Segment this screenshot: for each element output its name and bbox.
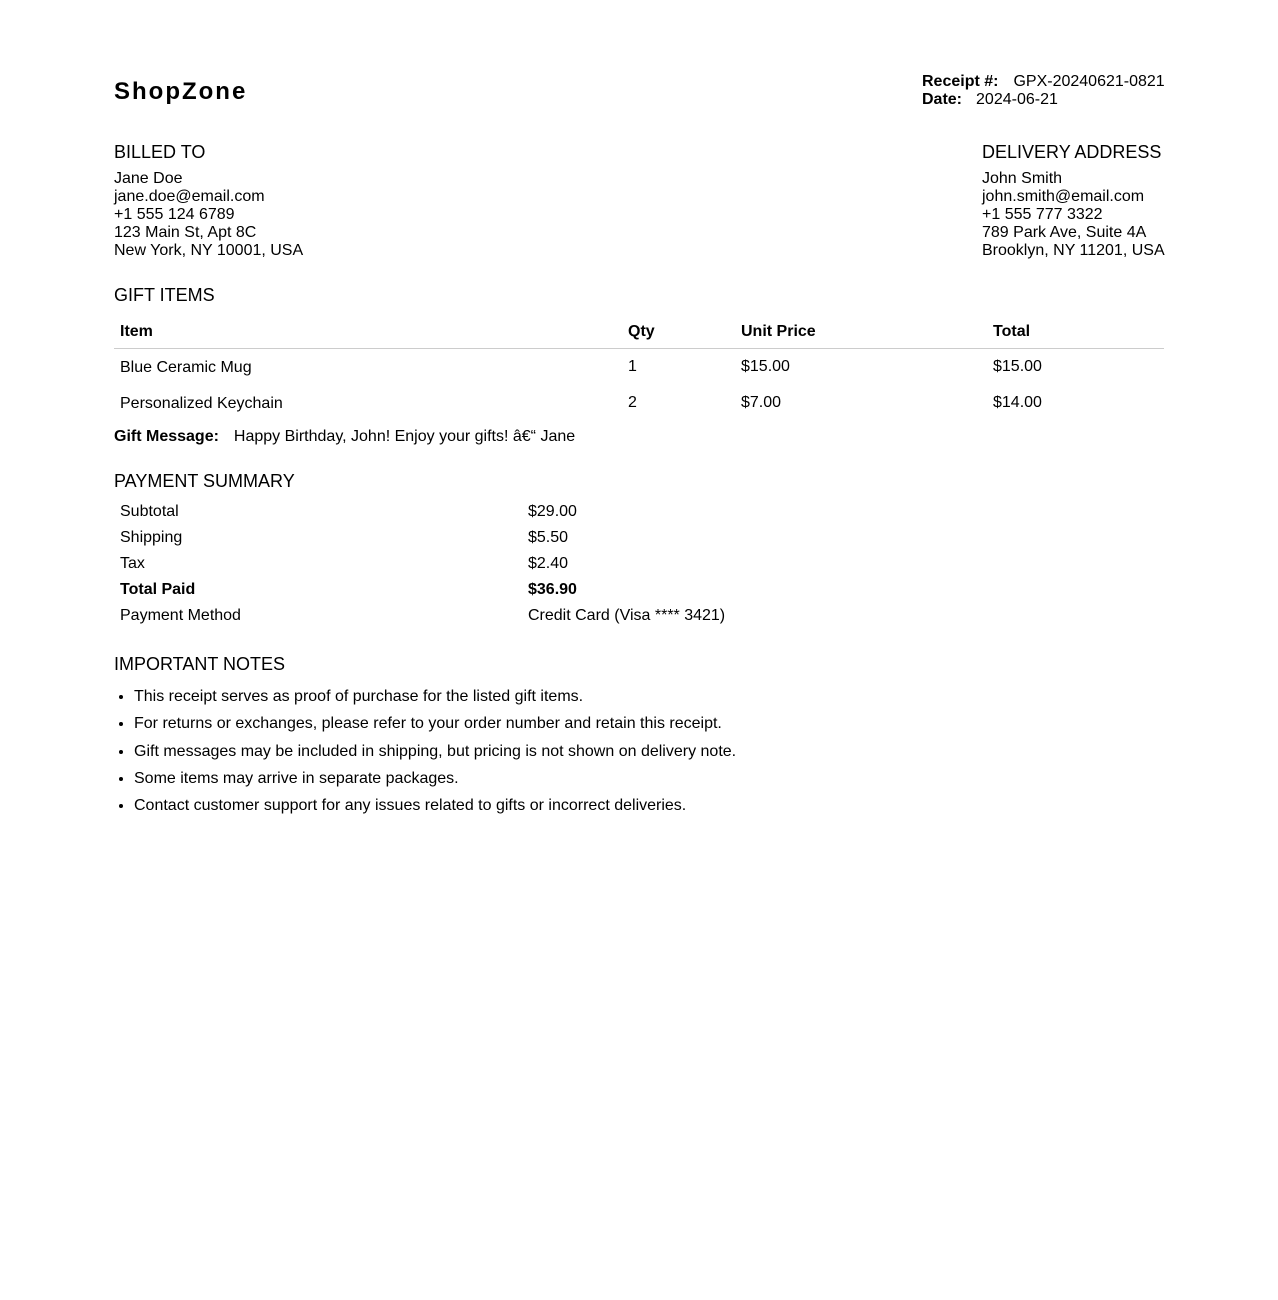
billed-to-email: jane.doe@email.com: [114, 188, 265, 205]
payment-label: Payment Method: [120, 607, 241, 624]
payment-row-subtotal: [114, 499, 731, 525]
column-header-qty: Qty: [622, 316, 735, 349]
item-total: $14.00: [993, 394, 1042, 411]
table-row: [114, 385, 1164, 421]
important-notes-list: [114, 683, 1034, 819]
billed-to-address: [114, 170, 303, 260]
payment-value: $29.00: [528, 503, 577, 520]
gift-message: [114, 428, 575, 446]
item-unit-price: $15.00: [741, 358, 790, 375]
item-unit-price: $7.00: [741, 394, 782, 411]
receipt-meta: [922, 73, 1165, 109]
payment-row-total-paid: [114, 577, 731, 603]
delivery-street: 789 Park Ave, Suite 4A: [982, 224, 1147, 241]
payment-summary-heading: PAYMENT SUMMARY: [114, 471, 295, 491]
delivery-phone: +1 555 777 3322: [982, 206, 1103, 223]
receipt-date-row: [922, 91, 1165, 109]
receipt-number: GPX-20240621-0821: [1013, 73, 1165, 90]
column-header-unit-price: Unit Price: [735, 316, 987, 349]
delivery-email: john.smith@email.com: [982, 188, 1145, 205]
payment-row-method: [114, 603, 731, 629]
payment-label: Total Paid: [120, 581, 196, 598]
payment-label: Shipping: [120, 529, 183, 546]
list-item: • Some items may arrive in separate packages.: [134, 765, 1034, 792]
payment-value: $5.50: [528, 529, 569, 546]
gift-message-label: Gift Message:: [114, 428, 219, 445]
receipt-date: 2024-06-21: [976, 91, 1058, 108]
delivery-city: Brooklyn, NY 11201, USA: [982, 242, 1165, 259]
billed-to-city: New York, NY 10001, USA: [114, 242, 304, 259]
delivery-address: [982, 170, 1165, 260]
delivery-heading: DELIVERY ADDRESS: [982, 142, 1162, 162]
billed-to-name: Jane Doe: [114, 170, 183, 187]
billed-to-phone: +1 555 124 6789: [114, 206, 235, 223]
payment-summary-table: [114, 499, 731, 629]
gift-message-text: Happy Birthday, John! Enjoy your gifts! â€“ Jane: [233, 428, 576, 445]
table-header-row: [114, 316, 1164, 349]
column-header-total: Total: [987, 316, 1164, 349]
payment-value: $2.40: [528, 555, 569, 572]
list-item: • Contact customer support for any issues related to gifts or incorrect deliveries.: [134, 792, 1034, 819]
column-header-item: Item: [114, 316, 622, 349]
table-row: [114, 349, 1164, 386]
list-item: • This receipt serves as proof of purchase for the listed gift items.: [134, 683, 1034, 710]
item-total: $15.00: [993, 358, 1042, 375]
item-qty: 1: [628, 358, 637, 375]
billed-to-heading: BILLED TO: [114, 142, 206, 162]
payment-row-tax: [114, 551, 731, 577]
gift-items-heading: GIFT ITEMS: [114, 285, 215, 305]
payment-label: Tax: [120, 555, 145, 572]
payment-row-shipping: [114, 525, 731, 551]
delivery-name: John Smith: [982, 170, 1063, 187]
payment-label: Subtotal: [120, 503, 179, 520]
gift-items-table: [114, 316, 1164, 421]
item-qty: 2: [628, 394, 637, 411]
payment-value: $36.90: [528, 581, 577, 598]
item-name: Personalized Keychain: [120, 395, 283, 412]
payment-value: Credit Card (Visa **** 3421): [528, 607, 726, 624]
list-item: • Gift messages may be included in shipping, but pricing is not shown on delivery note.: [134, 738, 1034, 765]
list-item: • For returns or exchanges, please refer to your order number and retain this receipt.: [134, 710, 1034, 737]
receipt-number-row: [922, 73, 1165, 91]
important-notes-heading: IMPORTANT NOTES: [114, 654, 286, 674]
brand-logo: ShopZone: [114, 78, 248, 105]
receipt-date-label: Date:: [922, 91, 963, 108]
billed-to-street: 123 Main St, Apt 8C: [114, 224, 257, 241]
receipt-number-label: Receipt #:: [922, 73, 999, 90]
item-name: Blue Ceramic Mug: [120, 359, 252, 376]
